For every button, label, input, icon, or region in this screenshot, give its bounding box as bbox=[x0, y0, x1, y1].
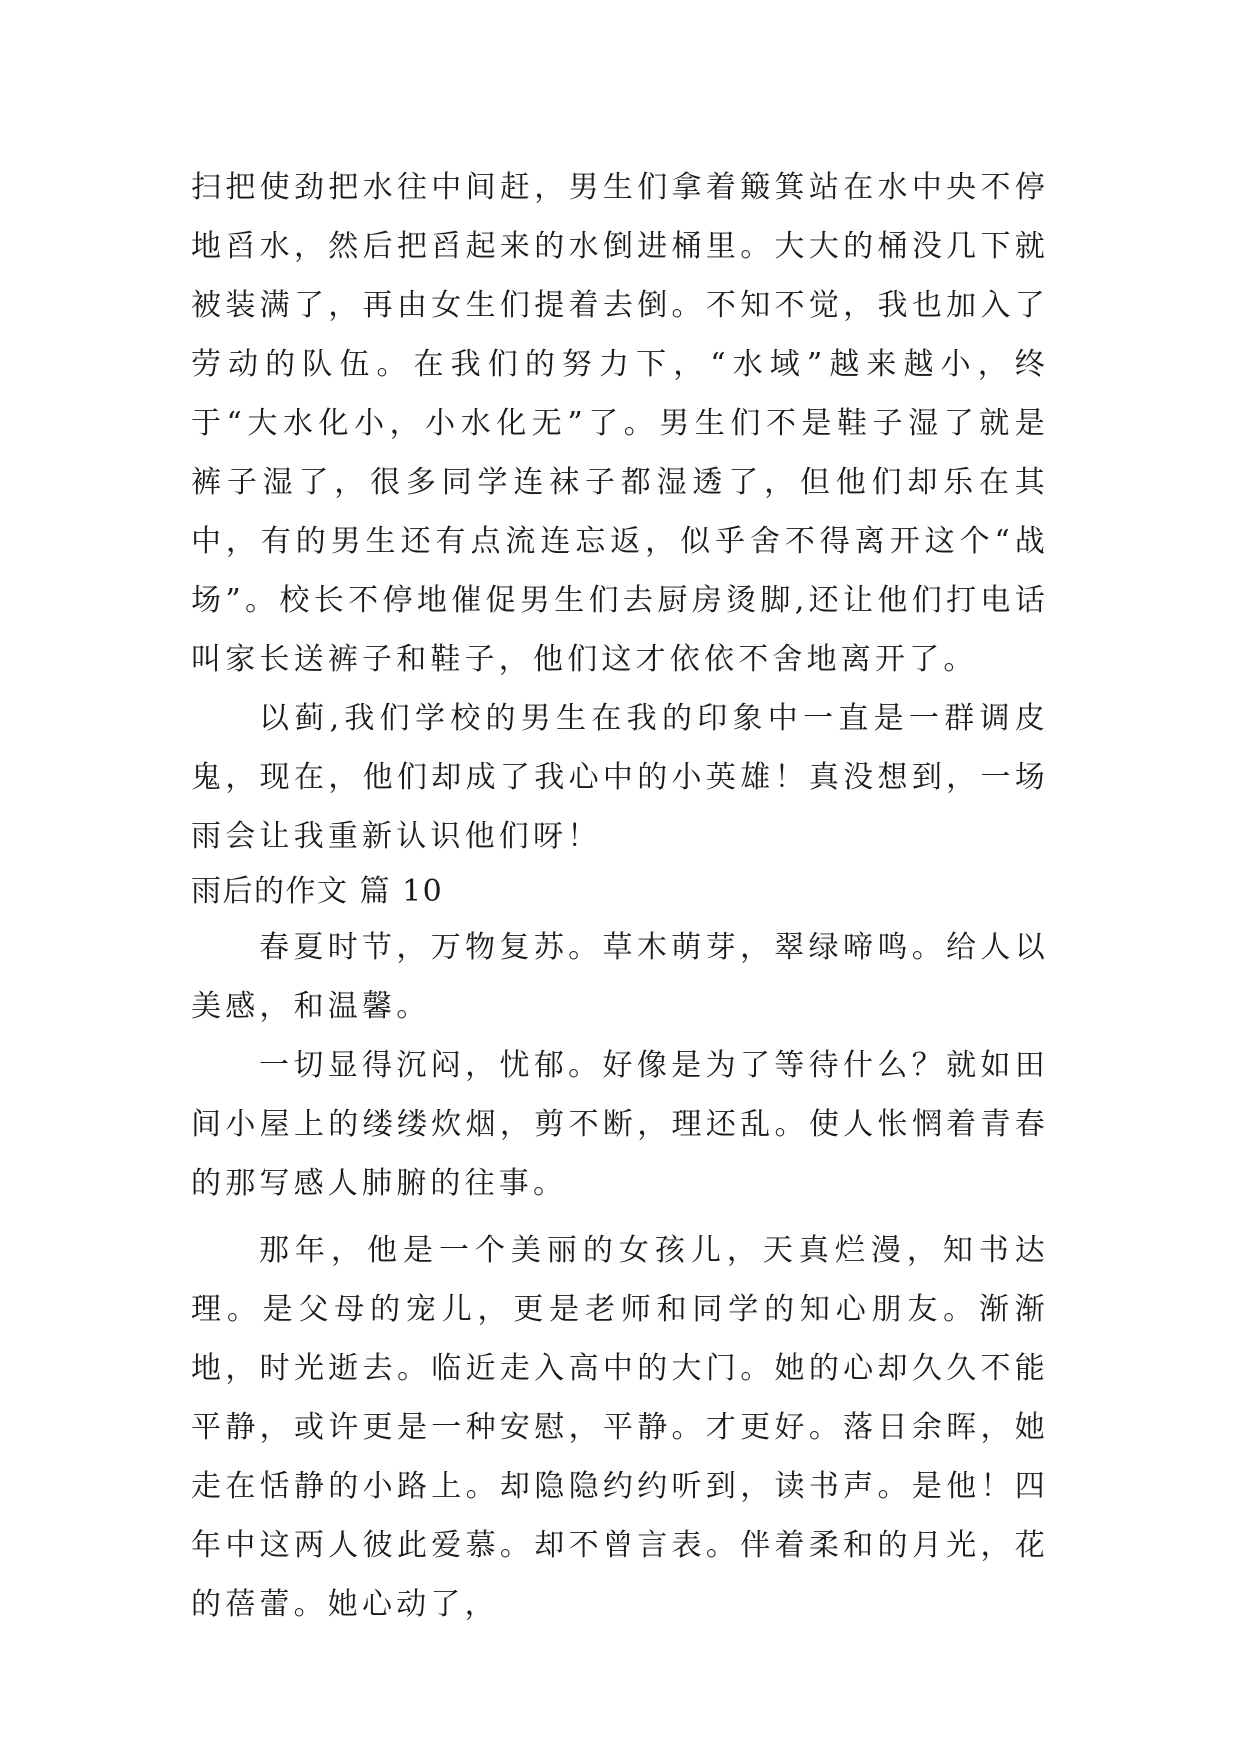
paragraph-conclusion: 以蓟,我们学校的男生在我的印象中一直是一群调皮鬼，现在，他们却成了我心中的小英雄！真没想到，一场雨会让我重新认识他们呀！ bbox=[191, 701, 1049, 854]
section-heading: 雨后的作文 篇 10 bbox=[191, 874, 444, 909]
document-page bbox=[191, 158, 1049, 1634]
paragraph-spring: 春夏时节，万物复苏。草木萌芽，翠绿啼鸣。给人以美感，和温馨。 bbox=[191, 930, 1049, 1024]
paragraph-gloom: 一切显得沉闷，忧郁。好像是为了等待什么？就如田间小屋上的缕缕炊烟，剪不断，理还乱。使人怅惘着青春的那写感人肺腑的往事。 bbox=[191, 1048, 1049, 1201]
paragraph-story: 那年，他是一个美丽的女孩儿，天真烂漫，知书达理。是父母的宠儿，更是老师和同学的知心朋友。渐渐地，时光逝去。临近走入高中的大门。她的心却久久不能平静，或许更是一种安慰，平静。才更好。落日余晖，她走在恬静的小路上。却隐隐约约听到，读书声。是他！四年中这两人彼此爱慕。却不曾言表。伴着柔和的月光，花的蓓蕾。她心动了， bbox=[191, 1233, 1049, 1622]
paragraph-cleanup: 扫把使劲把水往中间赶，男生们拿着簸箕站在水中央不停地舀水，然后把舀起来的水倒进桶里。大大的桶没几下就被装满了，再由女生们提着去倒。不知不觉，我也加入了劳动的队伍。在我们的努力下，“水域”越来越小，终于“大水化小，小水化无”了。男生们不是鞋子湿了就是裤子湿了，很多同学连袜子都湿透了，但他们却乐在其中，有的男生还有点流连忘返，似乎舍不得离开这个“战场”。校长不停地催促男生们去厨房烫脚,还让他们打电话叫家长送裤子和鞋子，他们这才依依不舍地离开了。 bbox=[191, 170, 1049, 677]
